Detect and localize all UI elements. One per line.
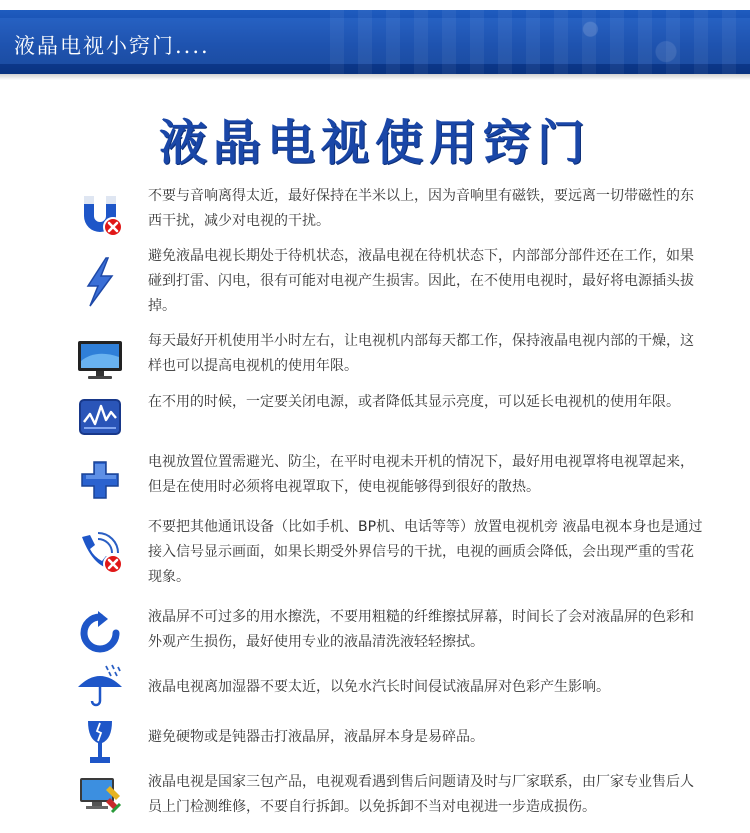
tip-text: 不要与音响离得太近，最好保持在半米以上，因为音响里有磁铁，要远离一切带磁性的东西干扰，减少对电视的干扰。	[148, 188, 694, 229]
lightning-icon	[76, 256, 124, 308]
fragile-glass-icon	[76, 719, 124, 767]
page-title: 液晶电视使用窍门	[158, 115, 591, 171]
tip-text: 避免液晶电视长期处于待机状态，液晶电视在待机状态下，内部部分部件还在工作，如果碰到打雷、闪电，很有可能对电视产生损害。因此，在不使用电视时，最好将电源插头拔掉。	[148, 248, 694, 314]
tip-text: 不要把其他通讯设备（比如手机、BP机、电话等等）放置电视机旁 液晶电视本身也是通过接入信号显示画面，如果长期受外界信号的干扰，电视的画质会降低，会出现严重的雪花现象。	[148, 519, 703, 585]
tip-text: 在不用的时候，一定要关闭电源，或者降低其显示亮度，可以延长电视机的使用年限。	[148, 394, 680, 410]
umbrella-icon	[76, 663, 124, 711]
magnet-icon	[76, 190, 124, 238]
monitor-icon	[76, 335, 124, 383]
tip-text: 液晶电视是国家三包产品，电视观看遇到售后问题请及时与厂家联系，由厂家专业售后人员上门检测维修，不要自行拆卸。以免拆卸不当对电视进一步造成损伤。	[148, 774, 694, 815]
tip-text: 电视放置位置需避光、防尘，在平时电视未开机的情况下，最好用电视罩将电视罩起来，但是在使用时必须将电视罩取下，使电视能够得到很好的散热。	[148, 454, 694, 495]
activity-chart-icon	[76, 394, 124, 442]
tip-text: 每天最好开机使用半小时左右，让电视机内部每天都工作，保持液晶电视内部的干燥，这样也可以提高电视机的使用年限。	[148, 333, 694, 374]
banner-title: 液晶电视小窍门....	[14, 34, 210, 58]
tip-text: 避免硬物或是钝器击打液晶屏，液晶屏本身是易碎品。	[148, 729, 484, 745]
refresh-icon	[76, 609, 124, 657]
computer-repair-icon	[76, 772, 124, 820]
plus-icon	[76, 456, 124, 504]
tip-text: 液晶屏不可过多的用水擦洗，不要用粗糙的纤维擦拭屏幕，时间长了会对液晶屏的色彩和外观产生损伤，最好使用专业的液晶清洗液轻轻擦拭。	[148, 609, 694, 650]
phone-signal-icon	[76, 527, 124, 575]
tip-text: 液晶电视离加湿器不要太近，以免水汽长时间侵试液晶屏对色彩产生影响。	[148, 679, 610, 695]
